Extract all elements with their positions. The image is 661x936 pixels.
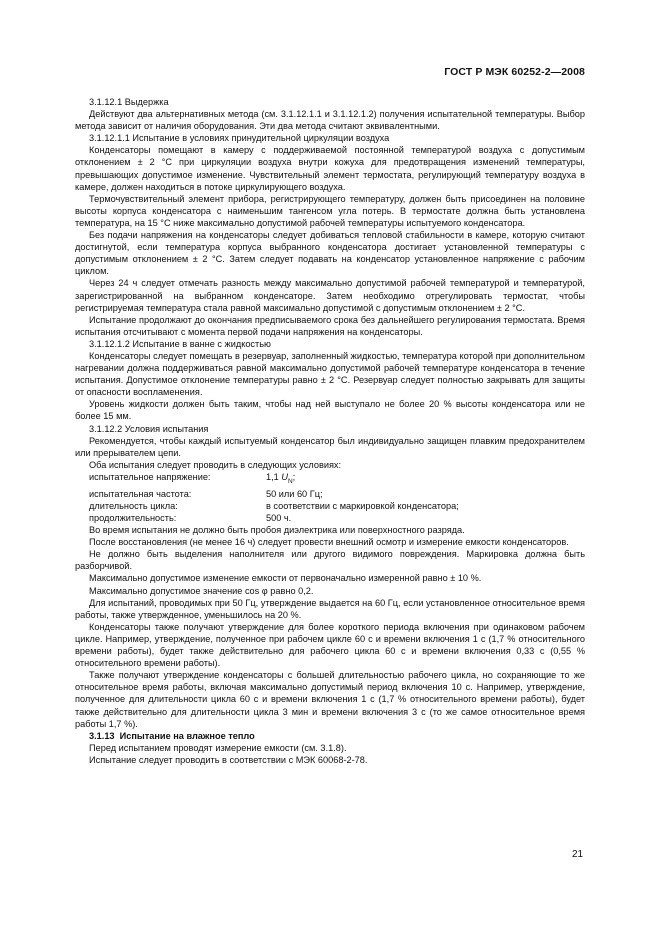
section-heading-3-1-13: 3.1.13 Испытание на влажное тепло: [89, 730, 255, 741]
condition-frequency: [75, 488, 585, 500]
test-conditions-list: [75, 471, 585, 524]
paragraph: Не должно быть выделения наполнителя или другого видимого повреждения. Маркировка должна быть разборчивой.: [75, 549, 585, 572]
condition-value: в соответствии с маркировкой конденсатора;: [266, 500, 459, 511]
condition-cycle-duration: [75, 500, 585, 512]
condition-label: продолжительность:: [89, 513, 177, 524]
document-header: ГОСТ Р МЭК 60252-2—2008: [444, 66, 585, 78]
paragraph: После восстановления (не менее 16 ч) следует провести внешний осмотр и измерение емкости конденсаторов.: [89, 537, 569, 548]
paragraph: Для испытаний, проводимых при 50 Гц, утверждение выдается на 60 Гц, если установленное относительное время работы, также утвержденное, уменьшилось на 20 %.: [75, 597, 585, 620]
paragraph: Испытание следует проводить в соответствии с МЭК 60068-2-78.: [89, 754, 368, 765]
paragraph: Рекомендуется, чтобы каждый испытуемый конденсатор был индивидуально защищен плавким предохранителем или прерывателем цепи.: [75, 435, 585, 458]
condition-value: 500 ч.: [266, 513, 292, 524]
paragraph: Конденсаторы следует помещать в резервуар, заполненный жидкостью, температура которой при дополнительном нагревании должна поддерживаться равной максимально допустимой рабочей температуре конденсатора в течение испытания. Допустимое отклонение температуры равно ± 2 °С. Резервуар следует полностью закрывать для защиты от опасности воспламенения.: [75, 350, 585, 398]
paragraph: Без подачи напряжения на конденсаторы следует добиваться тепловой стабильности в камере, которую считают достигнутой, если температура корпуса выбранного конденсатора достигает установленной температуры с допустимым отклонением ± 2 °С. Затем следует подавать на конденсатор установленное напряжение с рабочим циклом.: [75, 230, 585, 277]
condition-duration: [75, 512, 585, 524]
paragraph: Также получают утверждение конденсаторы с большей длительностью рабочего цикла, но сохраняющие то же относительное время работы, включая максимально допустимый период включения 10 с. Например, утверждение, полученное для длительности цикла 60 с и времени включения 1 с (1,7 % относительного времени работы), будет также действительно для длительности цикла 3 мин и времени включения 3 с (то же самое относительное время работы 1,7 %).: [75, 670, 585, 729]
paragraph: Во время испытания не должно быть пробоя диэлектрика или поверхностного разряда.: [89, 525, 465, 536]
condition-label: длительность цикла:: [89, 500, 178, 511]
page-body: [75, 96, 585, 766]
paragraph: Оба испытания следует проводить в следующих условиях:: [89, 459, 342, 470]
paragraph: Испытание продолжают до окончания предписываемого срока без дальнейшего регулирования термостата. Время испытания отсчитывают с момента первой подачи напряжения на конденсаторы.: [75, 314, 585, 337]
paragraph: Перед испытанием проводят измерение емкости (см. 3.1.8).: [89, 742, 347, 753]
paragraph: Максимально допустимое значение cos φ равно 0,2.: [89, 585, 314, 596]
paragraph: Через 24 ч следует отмечать разность между максимально допустимой рабочей температурой и температурой, зарегистрированной на выбранном конденсаторе. Затем необходимо отрегулировать термостат, чтобы регистрируемая температура стала равной максимально допустимой с допустимым отклонением ± 2 °С.: [75, 278, 585, 313]
condition-value: 1,1 $U_N$;: [266, 471, 296, 485]
paragraph: Уровень жидкости должен быть таким, чтобы над ней выступало не более 20 % высоты конденсатора или не более 15 мм.: [75, 399, 585, 422]
subsection-heading: 3.1.12.1.1 Испытание в условиях принудительной циркуляции воздуха: [89, 133, 390, 144]
paragraph: Конденсаторы также получают утверждение для более короткого периода включения при одинаковом рабочем цикле. Например, утверждение, полученное при рабочем цикле 60 с и времени включения 1 с (1,7 % относительного времени работы), будет также действительно для рабочего цикла 60 с и времени включения 0,33 с (0,55 % относительного времени работы).: [75, 621, 585, 669]
subsection-heading: 3.1.12.1 Выдержка: [89, 97, 169, 107]
condition-value: 50 или 60 Гц;: [266, 488, 323, 499]
paragraph: Конденсаторы помещают в камеру с поддерживаемой постоянной температурой воздуха с допустимым отклонением ± 2 °С при циркуляции воздуха внутри кожуха для предотвращения изменений температуры, превышающих допустимое изменение. Чувствительный элемент термостата, регулирующий температуру воздуха в камере, должен находиться в потоке циркулирующего воздуха.: [75, 145, 585, 192]
page-number: 21: [572, 849, 584, 860]
paragraph: Максимально допустимое изменение емкости от первоначально измеренной равно ± 10 %.: [89, 573, 482, 584]
paragraph: Термочувствительный элемент прибора, регистрирующего температуру, должен быть присоединен на половине высоты корпуса конденсатора с наименьшим тангенсом угла потерь. В термостате должна быть установлена температура, на 15 °С ниже максимально допустимой рабочей температуры испытуемого конденсатора.: [75, 193, 585, 228]
subsection-heading: 3.1.12.1.2 Испытание в ванне с жидкостью: [89, 338, 271, 349]
condition-label: испытательная частота:: [89, 488, 192, 499]
subsection-heading: 3.1.12.2 Условия испытания: [89, 423, 209, 434]
condition-voltage: [75, 471, 585, 488]
paragraph: Действуют два альтернативных метода (см. 3.1.12.1.1 и 3.1.12.1.2) получения испытательной температуры. Выбор метода зависит от наличия оборудования. Эти два метода считают эквивалентными.: [75, 109, 585, 132]
condition-label: испытательное напряжение:: [89, 471, 211, 482]
